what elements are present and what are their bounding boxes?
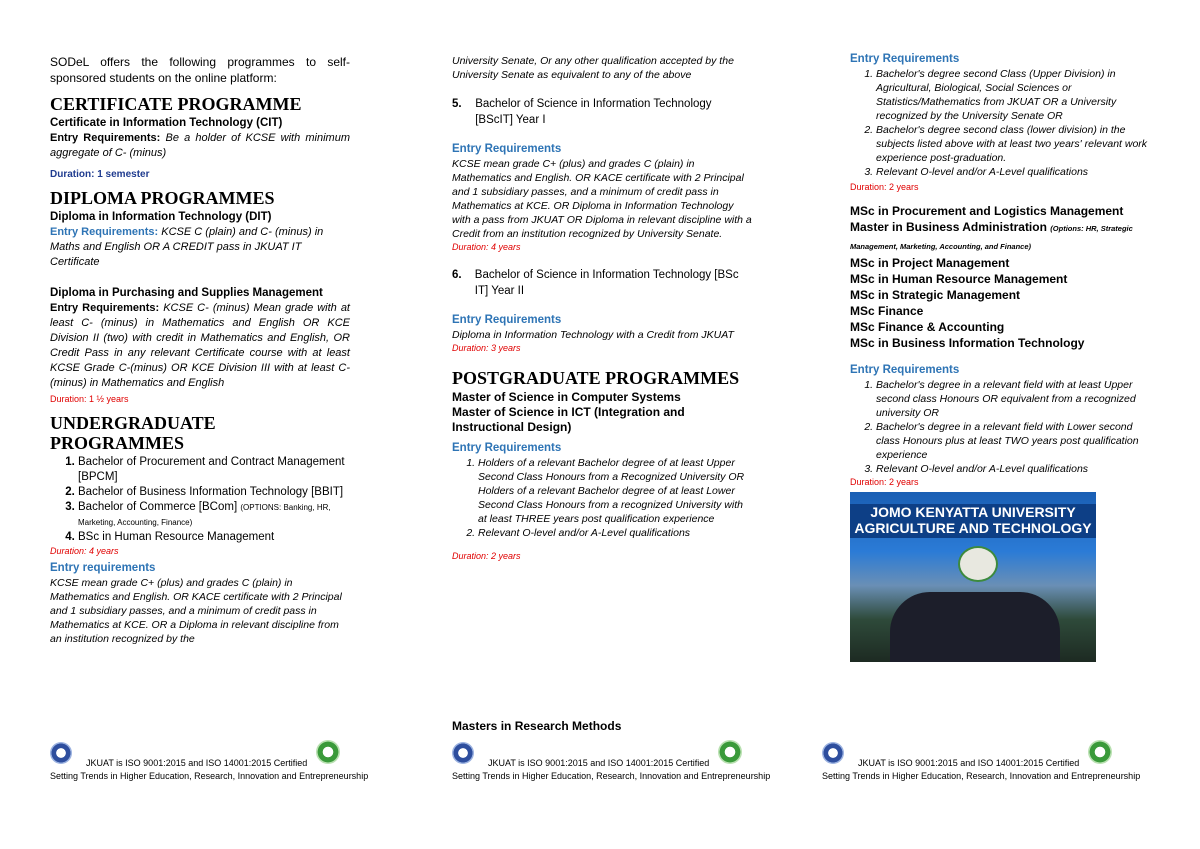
pg-duration: Duration: 2 years <box>452 551 521 561</box>
dit-req-text: KCSE C (plain) and C- (minus) in Maths and English OR A CREDIT pass in JKUAT IT Certificate <box>50 226 324 268</box>
photo-banner: JOMO KENYATTA UNIVERSITY AGRICULTURE AND TECHNOLOGY <box>850 504 1096 538</box>
list-item: 1. Bachelor of Procurement and Contract Management [BPCM] <box>78 455 350 485</box>
bscit-year1-duration: Duration: 4 years <box>452 242 521 252</box>
list-item: 1. Bachelor's degree second Class (Upper Division) in Agricultural, Biological, Social Sciences or Statistics/Mathematics from JKUAT OR a University recognized by the University Senate OR <box>876 67 1150 123</box>
footer-cert-text: JKUAT is ISO 9001:2015 and ISO 14001:2015 Certified <box>86 758 308 768</box>
col3-duration-2: Duration: 2 years <box>850 477 919 487</box>
bscit-year1-title: Bachelor of Science in Information Technology [BScIT] Year I <box>475 98 712 126</box>
ug-req-label: Entry requirements <box>50 562 156 574</box>
footer-tagline: Setting Trends in Higher Education, Research, Innovation and Entrepreneurship <box>452 771 771 781</box>
university-logo-icon <box>958 546 998 582</box>
graduation-photo <box>850 492 1096 662</box>
footer-tagline: Setting Trends in Higher Education, Research, Innovation and Entrepreneurship <box>822 771 1141 781</box>
undergraduate-heading: UNDERGRADUATE PROGRAMMES <box>50 413 216 453</box>
dps-duration: Duration: 1 ½ years <box>50 394 129 404</box>
list-item: 3. Relevant O-level and/or A-Level qualifications <box>876 462 1150 476</box>
dit-title: Diploma in Information Technology (DIT) <box>50 211 272 223</box>
list-item: 2. Bachelor's degree in a relevant field with Lower second class Honours plus at least TWO years post qualification experience <box>876 420 1150 462</box>
iso-seal-icon <box>50 742 72 764</box>
list-item: 6. Bachelor of Science in Information Technology [BSc IT] Year II <box>452 267 752 299</box>
intro-text: SODeL offers the following programmes to self-sponsored students on the online platform: <box>50 55 350 85</box>
col3-duration-1: Duration: 2 years <box>850 182 919 192</box>
pg-req-list <box>452 456 752 540</box>
list-item: 1. Holders of a relevant Bachelor degree of at least Upper Second Class Honours from a Recognized University OR Holders of a relevant Bachelor degree of at least Lower Second Class Honours from a recognized University with at least THREE years post qualification experience <box>478 456 752 526</box>
msc-procurement: MSc in Procurement and Logistics Management <box>850 204 1124 218</box>
ug-duration: Duration: 4 years <box>50 546 119 556</box>
msc-strategic-management: MSc in Strategic Management <box>850 288 1021 302</box>
bscit-year2-req-text: Diploma in Information Technology with a Credit from JKUAT <box>452 329 734 341</box>
footer-cert-text: JKUAT is ISO 9001:2015 and ISO 14001:2015 Certified <box>858 758 1080 768</box>
column-left <box>50 48 350 646</box>
bscit-year1-req-label: Entry Requirements <box>452 143 562 155</box>
footer-right <box>822 740 1152 780</box>
bcom-options: (OPTIONS: Banking, HR, Marketing, Accounting, Finance) <box>78 503 331 527</box>
mba: Master in Business Administration (Options: HR, Strategic Management, Marketing, Accounting, and Finance) <box>850 220 1133 251</box>
column-middle <box>452 48 752 733</box>
dps-requirements <box>50 301 350 391</box>
diploma-heading: DIPLOMA PROGRAMMES <box>50 188 275 208</box>
col3-req-label: Entry Requirements <box>850 53 960 65</box>
dps-req-label: Entry Requirements: <box>50 302 160 314</box>
msc-finance-accounting: MSc Finance & Accounting <box>850 320 1005 334</box>
pg-req-label: Entry Requirements <box>452 442 562 454</box>
dit-req-label: Entry Requirements: <box>50 226 159 238</box>
undergraduate-list <box>50 455 350 545</box>
iso-seal-icon <box>452 742 474 764</box>
col3-req2-list <box>850 378 1150 476</box>
ug-req-text: KCSE mean grade C+ (plus) and grades C (plain) in Mathematics and English. OR KACE certificate with 2 Principal and 1 subsidiary passes, and a minimum of credit pass in Mathematics at KCE. OR a Diploma in relevant discipline from an institution recognized by the <box>50 577 342 645</box>
list-item: 2. Relevant O-level and/or A-Level qualifications <box>478 526 752 540</box>
list-item: 1. Bachelor's degree in a relevant field with at least Upper second class Honours OR equivalent from a recognized university OR <box>876 378 1150 420</box>
bscit-year2-title: Bachelor of Science in Information Technology [BSc IT] Year II <box>474 269 739 297</box>
cit-req-label: Entry Requirements: <box>50 132 161 144</box>
column-right <box>850 48 1150 662</box>
footer-cert-text: JKUAT is ISO 9001:2015 and ISO 14001:2015 Certified <box>488 758 710 768</box>
msc-hrm: MSc in Human Resource Management <box>850 272 1068 286</box>
bscit-year2-req-label: Entry Requirements <box>452 314 562 326</box>
list-item: 5. Bachelor of Science in Information Technology [BScIT] Year I <box>452 96 752 128</box>
footer-middle <box>452 740 782 780</box>
certification-seal-icon <box>1088 740 1112 764</box>
bscit-year1-req-text: KCSE mean grade C+ (plus) and grades C (plain) in Mathematics and English. OR KACE certificate with 2 Principal and 1 subsidiary passes, and a minimum of credit pass in Mathematics at KCE. OR Diploma in Information Technology with a pass from JKUAT OR Diploma in relevant discipline with a Credit from an institution recognized by University Senate. <box>452 158 752 240</box>
list-item: 4. BSc in Human Resource Management <box>78 530 350 545</box>
col3-req2-label: Entry Requirements <box>850 364 960 376</box>
msc-finance: MSc Finance <box>850 304 924 318</box>
msc-computer-systems: Master of Science in Computer Systems <box>452 390 681 404</box>
mba-options: (Options: HR, Strategic Management, Marketing, Accounting, and Finance) <box>850 224 1133 251</box>
certification-seal-icon <box>718 740 742 764</box>
msc-ict: Master of Science in ICT (Integration and Instructional Design) <box>452 405 685 434</box>
footer-left <box>50 740 380 780</box>
postgraduate-heading: POSTGRADUATE PROGRAMMES <box>452 368 740 388</box>
iso-seal-icon <box>822 742 844 764</box>
list-item: 2. Bachelor's degree second class (lower division) in the subjects listed above with at least two years' relevant work experience post-graduation. <box>876 123 1150 165</box>
certificate-heading: CERTIFICATE PROGRAMME <box>50 94 302 114</box>
graduates-silhouette <box>890 592 1060 662</box>
certification-seal-icon <box>316 740 340 764</box>
list-item: 3. Bachelor of Commerce [BCom] (OPTIONS: Banking, HR, Marketing, Accounting, Finance) <box>78 500 350 530</box>
cit-duration: Duration: 1 semester <box>50 169 150 180</box>
dit-requirements <box>50 225 350 270</box>
cit-req-text: Be a holder of KCSE with minimum aggregate of C- (minus) <box>50 132 350 159</box>
masters-research-methods: Masters in Research Methods <box>452 719 622 733</box>
cit-title: Certificate in Information Technology (CIT) <box>50 117 283 129</box>
col3-req-list <box>850 67 1150 179</box>
ug-req-continued: University Senate, Or any other qualification accepted by the University Senate as equivalent to any of the above <box>452 55 734 81</box>
cit-requirements <box>50 131 350 161</box>
msc-project-management: MSc in Project Management <box>850 256 1010 270</box>
msc-bit: MSc in Business Information Technology <box>850 336 1085 350</box>
list-item: 2. Bachelor of Business Information Technology [BBIT] <box>78 485 350 500</box>
dps-req-text: KCSE C- (minus) Mean grade with at least C- (minus) in Mathematics and English OR KCE Division II (two) with credit in Mathematics and English, OR Credit Pass in any relevant Certificate course with at least KCSE Grade C-(minus) OR KCE Division III with at least C-(minus) in Mathematics and English <box>50 302 350 389</box>
dps-title: Diploma in Purchasing and Supplies Management <box>50 287 323 299</box>
footer-tagline: Setting Trends in Higher Education, Research, Innovation and Entrepreneurship <box>50 771 369 781</box>
list-item: 3. Relevant O-level and/or A-Level qualifications <box>876 165 1150 179</box>
bscit-year2-duration: Duration: 3 years <box>452 343 521 353</box>
